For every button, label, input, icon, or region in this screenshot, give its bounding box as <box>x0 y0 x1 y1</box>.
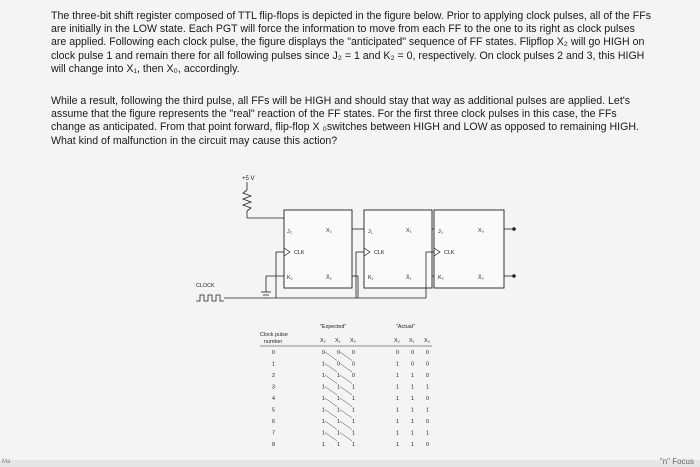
pulse-number-7: 7 <box>272 430 275 437</box>
actual-cell-3-0: 1 <box>396 384 399 391</box>
ff0-clk: CLK <box>444 250 455 256</box>
pulse-number-1: 1 <box>272 361 275 368</box>
expected-col-x0: X₀ <box>350 338 356 344</box>
expected-cell-0-2: 0 <box>352 350 355 356</box>
actual-cell-5-1: 1 <box>411 407 414 414</box>
shift-register-figure <box>180 168 540 458</box>
expected-cell-2-2: 0 <box>352 373 355 379</box>
ff0-qbar: X̄₀ <box>478 275 484 281</box>
shift-arrow-5-0 <box>325 410 337 419</box>
expected-cell-2-0: 1 <box>322 373 325 379</box>
shift-arrow-2-0 <box>325 375 337 384</box>
actual-headers <box>394 338 430 344</box>
ff2-k: K₂ <box>287 275 293 281</box>
actual-cell-4-0: 1 <box>396 396 399 402</box>
pulse-number-0: 0 <box>272 350 275 356</box>
ff1-clk: CLK <box>374 250 385 256</box>
actual-cell-0-2: 0 <box>426 350 429 356</box>
shift-arrow-0-1 <box>340 352 352 361</box>
ff0-q: X₀ <box>478 228 484 234</box>
shift-arrow-4-0 <box>325 398 337 407</box>
ff2-q: X₂ <box>326 228 332 234</box>
pulse-number-3: 3 <box>272 384 275 391</box>
expected-cell-0-0: 0 <box>322 350 325 356</box>
flipflop-2 <box>284 210 352 288</box>
shift-arrow-1-0 <box>325 364 337 373</box>
actual-cell-6-0: 1 <box>396 419 399 425</box>
actual-cell-3-2: 1 <box>426 384 429 391</box>
clock-waveform-icon <box>196 295 224 301</box>
actual-col-x0: X₀ <box>424 338 430 344</box>
actual-cell-1-2: 0 <box>426 361 429 368</box>
expected-cell-5-2: 1 <box>352 407 355 414</box>
expected-cell-3-1: 1 <box>337 384 340 391</box>
ff0-j: J₀ <box>438 229 443 235</box>
actual-cell-2-0: 1 <box>396 373 399 379</box>
ff2-clk: CLK <box>294 250 305 256</box>
expected-cell-4-2: 1 <box>352 396 355 402</box>
actual-col-x1: X₁ <box>409 338 415 344</box>
expected-cell-7-0: 1 <box>322 430 325 437</box>
expected-cell-8-1: 1 <box>337 442 340 448</box>
expected-cell-8-2: 1 <box>352 442 355 448</box>
shift-arrow-2-1 <box>340 375 352 384</box>
pulse-number-5: 5 <box>272 407 275 414</box>
shift-arrow-7-0 <box>325 433 337 442</box>
actual-cell-7-1: 1 <box>411 430 414 437</box>
circuit-diagram <box>180 168 540 458</box>
expected-col-x2: X₂ <box>320 338 326 344</box>
pulse-header-1: Clock pulse <box>260 332 288 338</box>
actual-cell-0-1: 0 <box>411 350 414 356</box>
flipflop-0 <box>434 210 504 288</box>
problem-paragraph-2: While a result, following the third pulse, all FFs will be HIGH and should stay that way as additional pulses are applied. Let's assume that the figure represents the "real" reaction of the FF states. For the first three clock pulses in this case, the FFs change as anticipated. From that point forward, flip-flop X ₀switches between HIGH and LOW as opposed to remaining HIGH. What kind of malfunction in the circuit may cause this action? <box>51 95 639 147</box>
actual-col-x2: X₂ <box>394 338 400 344</box>
expected-cell-5-1: 1 <box>337 407 340 414</box>
pulse-number-2: 2 <box>272 373 275 379</box>
actual-cell-1-1: 0 <box>411 361 414 368</box>
pullup-resistor <box>243 190 251 211</box>
ff1-j: J₁ <box>368 229 373 235</box>
corner-right-mark: "n" Focus <box>659 457 694 466</box>
actual-cell-5-0: 1 <box>396 407 399 414</box>
actual-cell-6-1: 1 <box>411 419 414 425</box>
clock-label: CLOCK <box>196 283 215 289</box>
expected-headers <box>320 338 356 344</box>
flipflop-1 <box>364 210 432 288</box>
expected-cell-0-1: 0 <box>337 350 340 356</box>
actual-cell-2-2: 0 <box>426 373 429 379</box>
expected-cell-1-0: 1 <box>322 361 325 368</box>
shift-arrow-7-1 <box>340 433 352 442</box>
expected-col-x1: X₁ <box>335 338 341 344</box>
ff2-qbar: X̄₂ <box>326 275 332 281</box>
actual-cell-0-0: 0 <box>396 350 399 356</box>
actual-title: "Actual" <box>396 324 415 330</box>
pulse-header-2: number <box>264 339 283 345</box>
expected-cell-5-0: 1 <box>322 407 325 414</box>
expected-cell-1-2: 0 <box>352 361 355 368</box>
supply-label: +5 V <box>242 176 255 182</box>
shift-arrow-6-1 <box>340 421 352 430</box>
problem-paragraph-1: The three-bit shift register composed of TTL flip-flops is depicted in the figure below. Prior to applying clock pulses, all of the FFs are initially in the LOW state. Each PGT will force the information to move from each FF to the one to its right as clock pulses are applied. Following each clock pulse, the figure displays the "anticipated" sequence of FF states. Flipflop X₂ will go HIGH on clock pulse 1 and remain there for all following pulses since J₂ = 1 and K₂ = 0, respectively. On clock pulses 2 and 3, this HIGH will change into X₁, then X₀, accordingly. <box>51 10 652 75</box>
pulse-number-6: 6 <box>272 419 275 425</box>
expected-cell-2-1: 1 <box>337 373 340 379</box>
expected-cell-1-1: 0 <box>337 361 340 368</box>
actual-cell-2-1: 1 <box>411 373 414 379</box>
shift-arrow-1-1 <box>340 364 352 373</box>
shift-arrow-6-0 <box>325 421 337 430</box>
shift-arrow-5-1 <box>340 410 352 419</box>
shift-arrow-3-1 <box>340 387 352 396</box>
shift-arrow-4-1 <box>340 398 352 407</box>
actual-cell-8-2: 0 <box>426 442 429 448</box>
actual-cell-8-0: 1 <box>396 442 399 448</box>
ff1-k: K₁ <box>368 275 374 281</box>
expected-cell-4-1: 1 <box>337 396 340 402</box>
actual-cell-4-2: 0 <box>426 396 429 402</box>
expected-cell-6-1: 1 <box>337 419 340 425</box>
actual-cell-4-1: 1 <box>411 396 414 402</box>
actual-cell-7-2: 1 <box>426 430 429 437</box>
pulse-number-4: 4 <box>272 396 275 402</box>
actual-cell-5-2: 1 <box>426 407 429 414</box>
expected-cell-3-0: 1 <box>322 384 325 391</box>
shift-arrow-0-0 <box>325 352 337 361</box>
actual-cell-1-0: 1 <box>396 361 399 368</box>
expected-cell-7-1: 1 <box>337 430 340 437</box>
corner-left-mark: Ma <box>2 459 11 465</box>
ff1-q: X₁ <box>406 228 412 234</box>
expected-cell-3-2: 1 <box>352 384 355 391</box>
expected-title: "Expected" <box>320 324 347 330</box>
actual-cell-7-0: 1 <box>396 430 399 437</box>
expected-cell-6-2: 1 <box>352 419 355 425</box>
expected-cell-7-2: 1 <box>352 430 355 437</box>
actual-cell-3-1: 1 <box>411 384 414 391</box>
pulse-number-8: 8 <box>272 442 275 448</box>
ff0-k: K₀ <box>438 275 444 281</box>
expected-cell-6-0: 1 <box>322 419 325 425</box>
actual-cell-8-1: 1 <box>411 442 414 448</box>
expected-cell-4-0: 1 <box>322 396 325 402</box>
actual-cell-6-2: 0 <box>426 419 429 425</box>
expected-cell-8-0: 1 <box>322 442 325 448</box>
bottom-bar <box>0 460 700 467</box>
state-table-rows <box>272 350 429 448</box>
ff1-qbar: X̄₁ <box>406 275 412 281</box>
shift-arrow-3-0 <box>325 387 337 396</box>
ff2-j: J₂ <box>287 229 292 235</box>
